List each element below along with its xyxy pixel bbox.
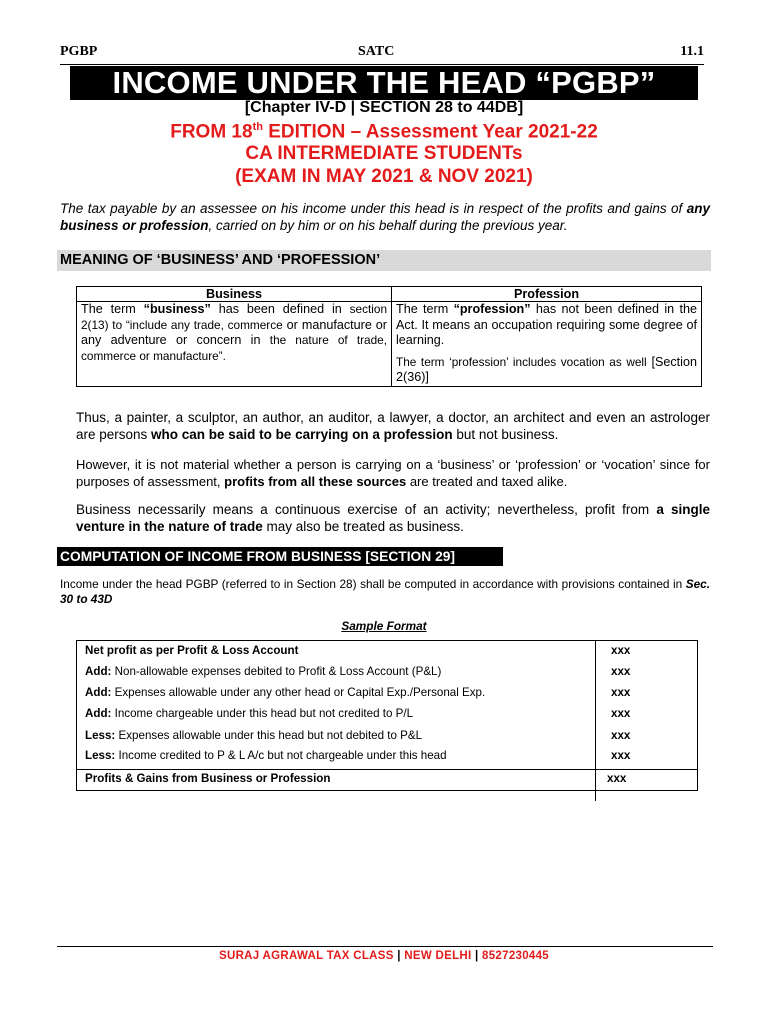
intro-paragraph <box>60 201 710 234</box>
row-amount: xxx <box>607 772 627 785</box>
row-amount: xxx <box>611 749 631 762</box>
row-label: Less: <box>85 749 116 762</box>
para-c-bold: a single venture in the nature of trade <box>76 502 710 534</box>
sample-format-label: Sample Format <box>341 619 427 633</box>
profession-text-3: The term ‘profession’ includes vocation as well <box>396 354 647 369</box>
edition-prefix: FROM 18 <box>170 121 253 143</box>
row-label: Less: <box>85 729 116 742</box>
para-c-text-1: Business necessarily means a continuous exercise of an activity; nevertheless, profit from <box>76 502 657 517</box>
header-left: PGBP <box>60 44 98 59</box>
footer-phone: 8527230445 <box>482 950 549 962</box>
intro-text-2: , carried on by him or on his behalf during the previous year. <box>208 217 568 233</box>
footer-city: NEW DELHI <box>404 950 472 962</box>
amount-column-divider <box>595 641 596 801</box>
computation-text: Income under the head PGBP (referred to in Section 28) shall be computed in accordance with provisions contained in <box>60 577 686 591</box>
table-row <box>85 707 585 720</box>
column-header-business: Business <box>77 287 392 302</box>
row-text: Income chargeable under this head but not credited to P/L <box>111 707 414 720</box>
row-amount: xxx <box>611 729 631 742</box>
profession-text-2: has not been defined in the Act. It means an occupation requiring some degree of learning. <box>396 302 697 347</box>
business-text-1: The term <box>81 302 144 316</box>
business-text-2: has been defined in <box>210 302 350 316</box>
row-amount: xxx <box>611 686 631 699</box>
profession-definition-cell <box>392 302 702 387</box>
table-row <box>85 686 585 699</box>
exam-subtitle: (EXAM IN MAY 2021 & NOV 2021) <box>235 166 533 187</box>
row-label: Add: <box>85 686 112 699</box>
edition-subtitle <box>0 121 768 143</box>
profession-para-2 <box>396 355 697 386</box>
section-heading-meaning: MEANING OF ‘BUSINESS’ AND ‘PROFESSION’ <box>57 250 711 271</box>
para-a-bold: who can be said to be carrying on a profession <box>151 426 453 442</box>
row-label: Profits & Gains from Business or Profession <box>85 772 331 785</box>
total-row-divider <box>77 769 697 770</box>
running-header <box>60 44 704 64</box>
edition-suffix: EDITION – Assessment Year 2021-22 <box>262 121 598 143</box>
profession-text-4: [Section 2(36)] <box>396 354 697 384</box>
business-text-3: section 2(13) to “include any trade, commerce <box>81 302 388 332</box>
row-amount: xxx <box>611 665 631 678</box>
business-text-5: the nature of trade, commerce or manufacture”. <box>81 333 387 363</box>
table-row <box>77 302 702 387</box>
footer-name: SURAJ AGRAWAL TAX CLASS <box>219 950 394 962</box>
para-a-text-1: Thus, a painter, a sculptor, an author, an auditor, a lawyer, a doctor, an architect and even an astrologer are persons <box>76 410 710 442</box>
business-profession-table <box>76 286 702 387</box>
row-label: Add: <box>85 665 112 678</box>
footer-separator: | <box>475 950 479 962</box>
business-definition-cell <box>77 302 392 387</box>
para-c-text-2: may also be treated as business. <box>262 518 464 534</box>
section-heading-computation: COMPUTATION OF INCOME FROM BUSINESS [SECTION 29] <box>57 547 503 566</box>
row-text: Expenses allowable under any other head or Capital Exp./Personal Exp. <box>111 686 486 699</box>
chapter-subtitle: [Chapter IV-D | SECTION 28 to 44DB] <box>244 99 524 116</box>
para-b-text-1: However, it is not material whether a person is carrying on a ‘business’ or ‘profession’ or ‘vocation’ since for purposes of assessment, <box>76 457 710 489</box>
page-title: INCOME UNDER THE HEAD “PGBP” <box>70 66 698 100</box>
row-label: Net profit as per Profit & Loss Account <box>85 644 299 657</box>
paragraph-treated-alike <box>76 457 710 490</box>
edition-ordinal: th <box>252 121 263 133</box>
row-amount: xxx <box>611 644 631 657</box>
profession-text-1: The term <box>396 302 454 316</box>
business-term: “business” <box>143 302 211 316</box>
profession-para-1 <box>396 302 697 349</box>
para-a-text-2: but not business. <box>452 426 559 442</box>
students-subtitle: CA INTERMEDIATE STUDENTs <box>245 143 523 164</box>
table-row <box>85 665 585 678</box>
paragraph-profession-examples <box>76 410 710 443</box>
page-number: 11.1 <box>680 44 704 59</box>
row-text: Non-allowable expenses debited to Profit & Loss Account (P&L) <box>111 665 442 678</box>
row-text: Expenses allowable under this head but not debited to P&L <box>115 729 423 742</box>
para-b-text-2: are treated and taxed alike. <box>406 473 568 489</box>
table-row <box>85 749 585 762</box>
row-amount: xxx <box>611 707 631 720</box>
table-row <box>85 729 585 742</box>
table-row <box>85 644 585 657</box>
computation-sections: Sec. 30 to 43D <box>60 577 710 606</box>
computation-format-table <box>76 640 698 791</box>
intro-bold: any business or profession <box>60 201 710 233</box>
header-center: SATC <box>358 44 395 59</box>
table-header-row <box>77 287 702 302</box>
para-b-bold: profits from all these sources <box>224 473 407 489</box>
business-text-4: or manufacture or any adventure or concern in <box>81 317 387 347</box>
total-row <box>85 772 585 785</box>
row-text: Income credited to P & L A/c but not chargeable under this head <box>115 749 447 762</box>
page-footer <box>0 950 768 962</box>
footer-separator: | <box>397 950 401 962</box>
paragraph-computation <box>60 577 710 607</box>
footer-rule <box>57 946 713 947</box>
paragraph-single-venture <box>76 502 710 535</box>
column-header-profession: Profession <box>392 287 702 302</box>
profession-term: “profession” <box>453 302 531 316</box>
intro-text-1: The tax payable by an assessee on his income under this head is in respect of the profits and gains of <box>60 201 687 216</box>
row-label: Add: <box>85 707 112 720</box>
